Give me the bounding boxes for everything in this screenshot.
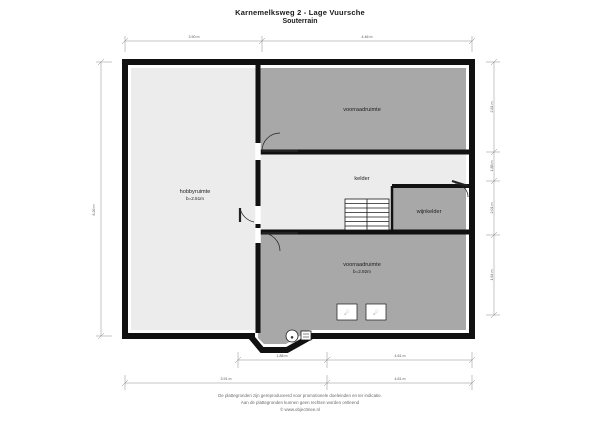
dimension-right-2: 1.88 m bbox=[490, 160, 494, 172]
page-title: Karnemelksweg 2 - Lage Vuursche bbox=[235, 8, 365, 17]
room-label-hobbyruimte: hobbyruimte b=2.51m bbox=[179, 189, 211, 201]
dimension-left-1: 8.26 m bbox=[92, 204, 96, 216]
room-fill-voorraadruimte-bottom bbox=[258, 232, 466, 344]
page-subtitle: Souterrain bbox=[282, 18, 318, 25]
dimension-top-2: 4.46 m bbox=[361, 35, 373, 39]
svg-text:●: ● bbox=[290, 335, 294, 341]
dimension-bottom-outer-2: 4.61 m bbox=[394, 377, 406, 381]
room-label-voorraadruimte-top: voorraadruimte bbox=[343, 107, 381, 113]
room-fill-wijnkelder bbox=[392, 184, 466, 232]
dimension-right-1: 2.81 m bbox=[490, 101, 494, 113]
room-label-voorraadruimte-bottom: voorraadruimte b=2.92m bbox=[343, 262, 381, 274]
dimension-bottom-inner-2: 4.61 m bbox=[394, 354, 406, 358]
svg-text:☄: ☄ bbox=[373, 311, 379, 317]
staircase-icon bbox=[345, 199, 389, 230]
room-label-wijnkelder: wijnkelder bbox=[416, 209, 442, 215]
dimension-top-1: 3.90 m bbox=[188, 35, 200, 39]
footer-line-1: De plattegronden zijn gereproduceerd voor promotionele doeleinden en ter indicatie. bbox=[218, 393, 382, 398]
footer-line-2: Aan de plattegronden kunnen geen rechten worden ontleend bbox=[240, 400, 360, 405]
footer-line-3: © www.objectmee.nl bbox=[280, 407, 320, 412]
dimension-right-4: 1.64 m bbox=[490, 269, 494, 281]
dimension-bottom-inner-1: 1.88 m bbox=[276, 354, 288, 358]
dimension-right-3: 2.01 m bbox=[490, 202, 494, 214]
dimension-bottom-outer-1: 3.91 m bbox=[220, 377, 232, 381]
room-label-kelder: kelder bbox=[354, 176, 370, 182]
svg-text:☄: ☄ bbox=[344, 311, 350, 317]
